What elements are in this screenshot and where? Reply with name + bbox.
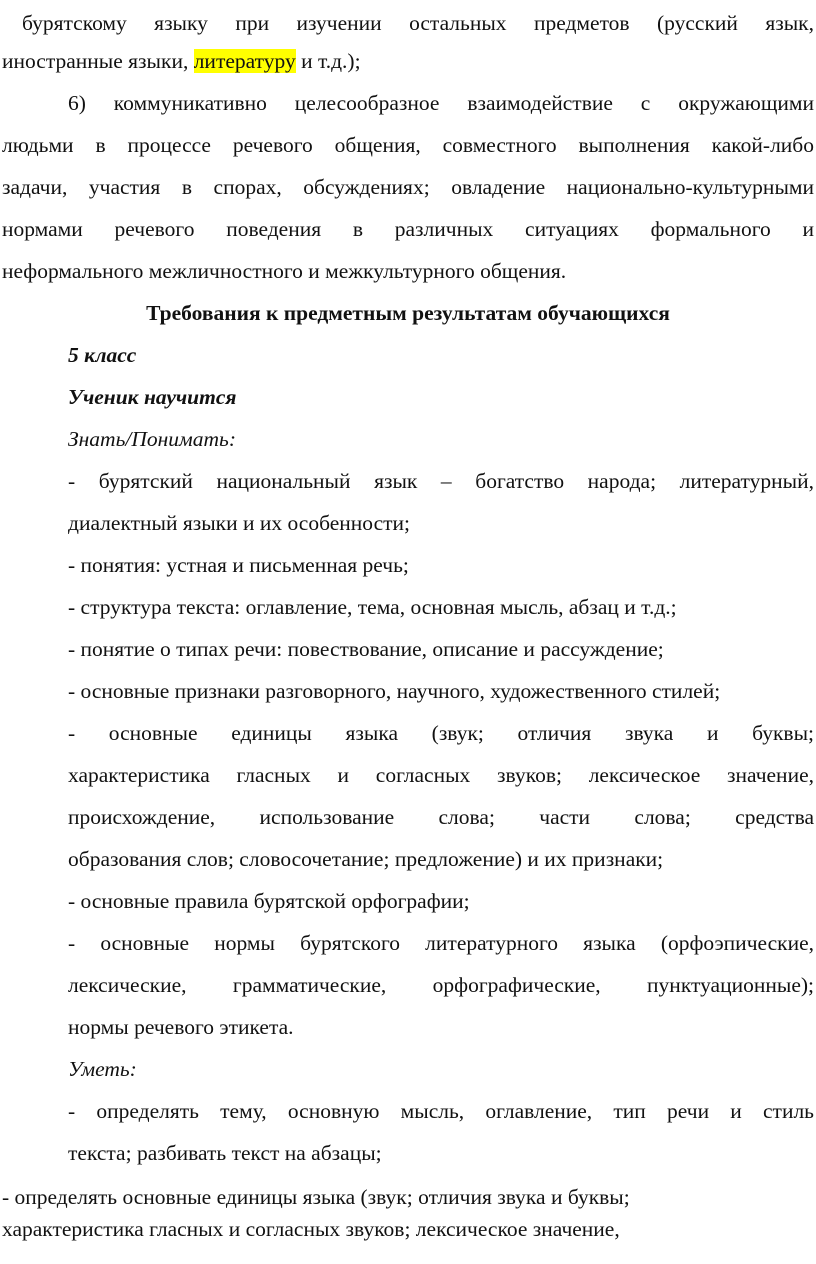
list-item: - бурятский национальный язык – богатство народа; литературный, — [68, 469, 814, 493]
text-line: задачи, участия в спорах, обсуждениях; овладение национально-культурными — [2, 175, 814, 199]
text-line: бурятскому языку при изучении остальных предметов (русский язык, — [22, 11, 814, 35]
learner-label: Ученик научится — [68, 385, 237, 409]
text-line — [2, 46, 361, 76]
highlighted-word: литературу — [193, 49, 296, 73]
text-span: и т.д.); — [295, 49, 361, 73]
list-item: - понятия: устная и письменная речь; — [68, 553, 409, 577]
text-line: 6) коммуникативно целесообразное взаимодействие с окружающими — [68, 91, 814, 115]
text-span: иностранные языки, — [2, 49, 194, 73]
text-line: людьми в процессе речевого общения, совместного выполнения какой-либо — [2, 133, 814, 157]
list-item: происхождение, использование слова; части слова; средства — [68, 805, 814, 829]
list-item: текста; разбивать текст на абзацы; — [68, 1141, 382, 1165]
list-item: - основные признаки разговорного, научного, художественного стилей; — [68, 679, 721, 703]
know-label: Знать/Понимать: — [68, 427, 236, 451]
list-item: диалектный языки и их особенности; — [68, 511, 410, 535]
list-item: нормы речевого этикета. — [68, 1015, 294, 1039]
can-label: Уметь: — [68, 1057, 137, 1081]
list-item: - структура текста: оглавление, тема, основная мысль, абзац и т.д.; — [68, 595, 677, 619]
list-item: характеристика гласных и согласных звуков; лексическое значение, — [68, 763, 814, 787]
list-item: - определять тему, основную мысль, оглавление, тип речи и стиль — [68, 1099, 814, 1123]
list-item: - основные правила бурятской орфографии; — [68, 889, 470, 913]
list-item: образования слов; словосочетание; предложение) и их признаки; — [68, 847, 664, 871]
section-heading: Требования к предметным результатам обучающихся — [146, 301, 670, 325]
list-item: - основные нормы бурятского литературного языка (орфоэпические, — [68, 931, 814, 955]
list-item: лексические, грамматические, орфографические, пунктуационные); — [68, 973, 814, 997]
list-item: - определять основные единицы языка (звук; отличия звука и буквы; — [2, 1185, 630, 1209]
list-item: - понятие о типах речи: повествование, описание и рассуждение; — [68, 637, 664, 661]
grade-label: 5 класс — [68, 343, 137, 367]
list-item: - основные единицы языка (звук; отличия звука и буквы; — [68, 721, 814, 745]
list-item: характеристика гласных и согласных звуков; лексическое значение, — [2, 1217, 620, 1241]
text-line: неформального межличностного и межкультурного общения. — [2, 259, 567, 283]
text-line: нормами речевого поведения в различных ситуациях формального и — [2, 217, 814, 241]
